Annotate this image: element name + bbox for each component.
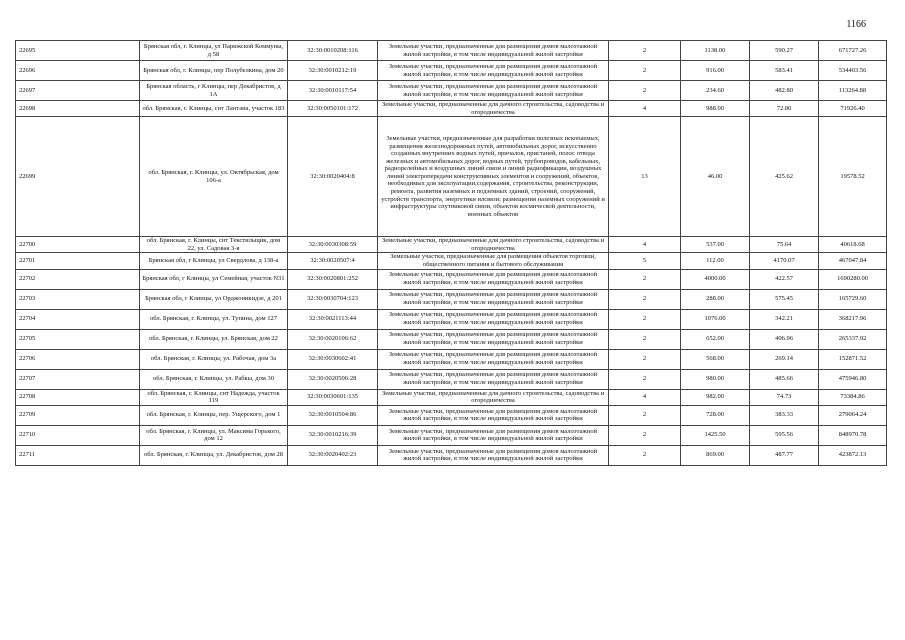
land-registry-table: [15, 40, 887, 466]
row-specific-value: 342.21: [750, 309, 819, 329]
row-group: 2: [609, 349, 681, 369]
table-row: [16, 329, 887, 349]
registry-body: [16, 41, 887, 466]
row-cadastral-number: 32:30:0020506:28: [288, 369, 378, 389]
row-area: 728.00: [681, 405, 750, 425]
row-address: обл. Брянская, г. Клинцы, снт Лантана, участок 183: [140, 101, 288, 117]
row-land-use: Земельные участки, предназначенные для дачного строительства, садоводства и огородничества: [378, 389, 609, 405]
row-address: Брянская обл, г Клинцы, ул Орджоникидзе, д 201: [140, 289, 288, 309]
row-area: 1076.00: [681, 309, 750, 329]
row-address: обл. Брянская, г. Клинцы, ул. Тупина, дом 127: [140, 309, 288, 329]
row-area: 4000.00: [681, 269, 750, 289]
row-land-use: Земельные участки, предназначенные для дачного строительства, садоводства и огородничества: [378, 237, 609, 253]
row-cadastral-value: 113264.88: [819, 81, 887, 101]
row-cadastral-value: 73384.86: [819, 389, 887, 405]
table-row: [16, 349, 887, 369]
row-area: 46.00: [681, 117, 750, 237]
row-cadastral-number: 32:30:0020106:62: [288, 329, 378, 349]
row-land-use: Земельные участки, предназначенные для размещения домов малоэтажной жилой застройки, в том числе индивидуальной жилой застройки: [378, 369, 609, 389]
row-group: 2: [609, 81, 681, 101]
table-row: [16, 237, 887, 253]
row-address: Брянская область, г Клинцы, пер Декабристов, д 1А: [140, 81, 288, 101]
row-cadastral-value: 475946.80: [819, 369, 887, 389]
row-id: 22701: [16, 253, 140, 269]
row-address: Брянская обл, г. Клинцы, пер Полубелкина, дом 20: [140, 61, 288, 81]
row-id: 22699: [16, 117, 140, 237]
row-land-use: Земельные участки, предназначенные для размещения домов малоэтажной жилой застройки, в том числе индивидуальной жилой застройки: [378, 269, 609, 289]
row-group: 4: [609, 389, 681, 405]
row-specific-value: 4170.07: [750, 253, 819, 269]
row-group: 2: [609, 329, 681, 349]
table-row: [16, 41, 887, 61]
row-id: 22697: [16, 81, 140, 101]
row-area: 916.00: [681, 61, 750, 81]
row-address: обл. Брянская, г. Клинцы, снт Текстильщик, дом 22, ул. Садовая 3-я: [140, 237, 288, 253]
row-area: 982.00: [681, 389, 750, 405]
row-land-use: Земельные участки, предназначенные для разработки полезных ископаемых, размещения железнодорожных путей, автомобильных дорог, искусственно созданных внутренних водных путей, причалов, пристаней, полос отвода железных и автомобильных дорог, водных путей, трубопроводов, кабельных, радиорелейных и воздушных линий связи и линий радиофикации, воздушных линий электропередачи конструктивных элементов и сооружений, объектов, необходимых для эксплуатации,содержания, строительства, реконструкции, ремонта, развития наземных и подземных зданий, строений, сооружений, устройств транспорта, энергетики илсвязи; размещения наземных сооружений и инфраструктуры спутниковой связи, объектов космической деятельности, военных объектов: [378, 117, 609, 237]
row-area: 537.00: [681, 237, 750, 253]
row-cadastral-number: 32:30:0030308:59: [288, 237, 378, 253]
row-cadastral-number: 32:30:0030601:135: [288, 389, 378, 405]
row-area: 988.00: [681, 101, 750, 117]
table-row: [16, 389, 887, 405]
row-specific-value: 575.45: [750, 289, 819, 309]
row-cadastral-value: 671727.26: [819, 41, 887, 61]
row-land-use: Земельные участки, предназначенные для размещения домов малоэтажной жилой застройки, в том числе индивидуальной жилой застройки: [378, 41, 609, 61]
row-area: 112.00: [681, 253, 750, 269]
row-specific-value: 74.73: [750, 389, 819, 405]
row-specific-value: 383.33: [750, 405, 819, 425]
row-id: 22709: [16, 405, 140, 425]
table-row: [16, 101, 887, 117]
row-address: обл. Брянская, г. Клинцы, ул. Октябрьская, дом 106-а: [140, 117, 288, 237]
row-cadastral-value: 19578.52: [819, 117, 887, 237]
row-id: 22695: [16, 41, 140, 61]
row-specific-value: 422.57: [750, 269, 819, 289]
row-land-use: Земельные участки, предназначенные для размещения домов малоэтажной жилой застройки, в том числе индивидуальной жилой застройки: [378, 349, 609, 369]
row-cadastral-number: 32:30:0010117:54: [288, 81, 378, 101]
table-row: [16, 405, 887, 425]
row-group: 4: [609, 101, 681, 117]
row-address: обл. Брянская, г. Клинцы, ул. Брянская, дом 22: [140, 329, 288, 349]
row-land-use: Земельные участки, предназначенные для размещения домов малоэтажной жилой застройки, в том числе индивидуальной жилой застройки: [378, 425, 609, 445]
row-group: 2: [609, 41, 681, 61]
row-cadastral-value: 165729.60: [819, 289, 887, 309]
row-land-use: Земельные участки, предназначенные для размещения домов малоэтажной жилой застройки, в том числе индивидуальной жилой застройки: [378, 329, 609, 349]
table-row: [16, 289, 887, 309]
row-area: 652.00: [681, 329, 750, 349]
row-land-use: Земельные участки, предназначенные для размещения домов малоэтажной жилой застройки, в том числе индивидуальной жилой застройки: [378, 61, 609, 81]
row-cadastral-number: 32:30:0030704:123: [288, 289, 378, 309]
row-cadastral-number: 32:30:0050101:172: [288, 101, 378, 117]
row-group: 2: [609, 289, 681, 309]
row-specific-value: 425.62: [750, 117, 819, 237]
row-cadastral-number: 32:30:0020402:23: [288, 445, 378, 465]
row-cadastral-value: 368217.96: [819, 309, 887, 329]
row-cadastral-number: 32:30:0010216:39: [288, 425, 378, 445]
table-row: [16, 117, 887, 237]
row-land-use: Земельные участки, предназначенные для размещения домов малоэтажной жилой застройки, в том числе индивидуальной жилой застройки: [378, 309, 609, 329]
row-cadastral-value: 534403.56: [819, 61, 887, 81]
table-row: [16, 369, 887, 389]
row-group: 2: [609, 309, 681, 329]
row-address: обл. Брянская, г. Клинцы, ул. Максима Горького, дом 12: [140, 425, 288, 445]
row-cadastral-number: 32:30:0020404:8: [288, 117, 378, 237]
row-id: 22698: [16, 101, 140, 117]
row-group: 13: [609, 117, 681, 237]
row-cadastral-number: 32:30:0020801:252: [288, 269, 378, 289]
row-group: 2: [609, 445, 681, 465]
row-land-use: Земельные участки, предназначенные для размещения объектов торговли, общественного питания и бытового обслуживания: [378, 253, 609, 269]
table-row: [16, 445, 887, 465]
row-group: 4: [609, 237, 681, 253]
row-group: 2: [609, 405, 681, 425]
row-cadastral-value: 279064.24: [819, 405, 887, 425]
row-group: 2: [609, 269, 681, 289]
row-id: 22707: [16, 369, 140, 389]
row-area: 980.00: [681, 369, 750, 389]
row-specific-value: 482.80: [750, 81, 819, 101]
row-group: 5: [609, 253, 681, 269]
table-row: [16, 269, 887, 289]
row-cadastral-value: 71926.40: [819, 101, 887, 117]
row-id: 22710: [16, 425, 140, 445]
row-cadastral-number: 32:30:0010212:19: [288, 61, 378, 81]
row-specific-value: 72.80: [750, 101, 819, 117]
row-group: 2: [609, 369, 681, 389]
row-address: Брянская обл, г Клинцы, ул Свердлова, д 138-а: [140, 253, 288, 269]
table-row: [16, 253, 887, 269]
row-area: 869.00: [681, 445, 750, 465]
table-row: [16, 81, 887, 101]
row-specific-value: 590.27: [750, 41, 819, 61]
row-address: обл. Брянская, г. Клинцы, снт Надежда, участок 119: [140, 389, 288, 405]
row-cadastral-number: 32:30:0030602:41: [288, 349, 378, 369]
row-land-use: Земельные участки, предназначенные для размещения домов малоэтажной жилой застройки, в том числе индивидуальной жилой застройки: [378, 289, 609, 309]
row-cadastral-value: 265337.92: [819, 329, 887, 349]
row-group: 2: [609, 425, 681, 445]
row-id: 22696: [16, 61, 140, 81]
row-id: 22706: [16, 349, 140, 369]
row-id: 22711: [16, 445, 140, 465]
row-cadastral-number: 32:30:0020507:4: [288, 253, 378, 269]
row-land-use: Земельные участки, предназначенные для размещения домов малоэтажной жилой застройки, в том числе индивидуальной жилой застройки: [378, 405, 609, 425]
page-number: 1166: [846, 19, 866, 30]
row-group: 2: [609, 61, 681, 81]
row-cadastral-value: 423872.13: [819, 445, 887, 465]
table-row: [16, 61, 887, 81]
row-area: 234.60: [681, 81, 750, 101]
row-land-use: Земельные участки, предназначенные для размещения домов малоэтажной жилой застройки, в том числе индивидуальной жилой застройки: [378, 81, 609, 101]
row-land-use: Земельные участки, предназначенные для размещения домов малоэтажной жилой застройки, в том числе индивидуальной жилой застройки: [378, 445, 609, 465]
row-cadastral-value: 1690280.00: [819, 269, 887, 289]
row-cadastral-number: 32:30:0010504:86: [288, 405, 378, 425]
row-address: обл. Брянская, г. Клинцы, пер. Ущерского, дом 1: [140, 405, 288, 425]
row-cadastral-number: 32:30:0021113:44: [288, 309, 378, 329]
row-specific-value: 75.64: [750, 237, 819, 253]
row-specific-value: 583.41: [750, 61, 819, 81]
row-specific-value: 595.56: [750, 425, 819, 445]
row-id: 22705: [16, 329, 140, 349]
row-cadastral-value: 152871.52: [819, 349, 887, 369]
row-cadastral-value: 467047.84: [819, 253, 887, 269]
row-area: 568.00: [681, 349, 750, 369]
row-area: 288.00: [681, 289, 750, 309]
row-address: Брянская обл, г Клинцы, ул Семейная, участок N31: [140, 269, 288, 289]
row-area: 1138.00: [681, 41, 750, 61]
row-cadastral-number: 32:30:0010208:116: [288, 41, 378, 61]
row-id: 22700: [16, 237, 140, 253]
row-id: 22703: [16, 289, 140, 309]
row-id: 22708: [16, 389, 140, 405]
row-specific-value: 406.96: [750, 329, 819, 349]
table-row: [16, 425, 887, 445]
row-land-use: Земельные участки, предназначенные для дачного строительства, садоводства и огородничества: [378, 101, 609, 117]
row-specific-value: 485.66: [750, 369, 819, 389]
row-area: 1425.50: [681, 425, 750, 445]
row-specific-value: 487.77: [750, 445, 819, 465]
row-address: обл. Брянская, г. Клинцы, ул. Рабкы, дом 30: [140, 369, 288, 389]
row-address: Брянская обл, г. Клинцы, ул Парижской Коммуны, д 58: [140, 41, 288, 61]
row-id: 22704: [16, 309, 140, 329]
row-specific-value: 269.14: [750, 349, 819, 369]
row-address: обл. Брянская, г. Клинцы, ул. Декабристов, дом 28: [140, 445, 288, 465]
table-row: [16, 309, 887, 329]
row-cadastral-value: 848970.78: [819, 425, 887, 445]
row-id: 22702: [16, 269, 140, 289]
row-cadastral-value: 40618.68: [819, 237, 887, 253]
row-address: обл. Брянская, г. Клинцы, ул. Рабочая, дом 3а: [140, 349, 288, 369]
